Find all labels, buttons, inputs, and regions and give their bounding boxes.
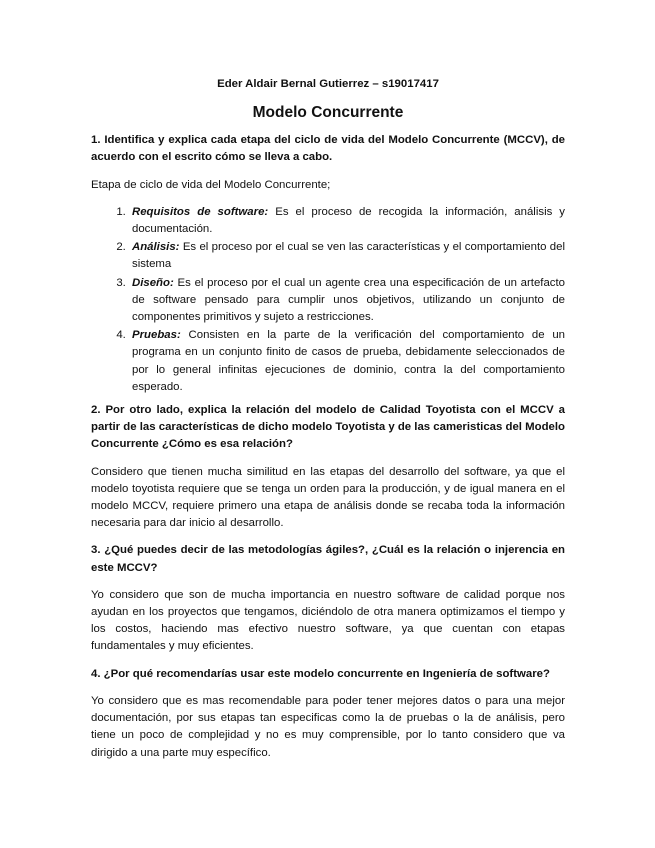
answer-2: Considero que tienen mucha similitud en las etapas del desarrollo del software, ya que el modelo toyotista requiere que se tenga un orden para la producción, y de igual manera en el modelo MCCV, requiere primero una etapa de análisis donde se recaba toda la información necesaria para dar inicio al desarrollo. (91, 465, 565, 530)
stage-term: Análisis: (132, 241, 180, 254)
stages-intro: Etapa de ciclo de vida del Modelo Concurrente; (91, 178, 331, 191)
stage-term: Requisitos de software: (132, 205, 269, 218)
section-1 (91, 132, 565, 396)
question-3: 3. ¿Qué puedes decir de las metodologías ágiles?, ¿Cuál es la relación o injerencia en este MCCV? (91, 544, 565, 574)
question-2: 2. Por otro lado, explica la relación del modelo de Calidad Toyotista con el MCCV a partir de las características de dicho modelo Toyotista y de las cameristicas del Modelo Concurrente ¿Cómo es esa relación? (91, 404, 565, 451)
stage-item (129, 239, 565, 273)
answer-3: Yo considero que son de mucha importancia en nuestro software de calidad porque nos ayudan en los proyectos que tengamos, diciéndolo de otra manera optimizamos el tiempo y los costos, haciendo mas efectivo nuestro software, ya que cuentan con etapas fundamentales y muy eficientes. (91, 588, 565, 653)
stage-term: Pruebas: (132, 329, 181, 342)
document-title: Modelo Concurrente (252, 104, 404, 122)
stage-item (129, 275, 565, 327)
question-1: 1. Identifica y explica cada etapa del ciclo de vida del Modelo Concurrente (MCCV), de acuerdo con el escrito cómo se lleva a cabo. (91, 134, 565, 164)
stage-item (129, 204, 565, 238)
stage-item (129, 327, 565, 396)
stage-text: Es el proceso por el cual un agente crea una especificación de un artefacto de software pensado para cumplir unos objetivos, utilizando un conjunto de componentes primitivos y sujeto a restricciones. (132, 276, 565, 324)
stage-text: Consisten en la parte de la verificación del comportamiento de un programa en un conjunto finito de casos de prueba, debidamente seleccionados de por lo general infinitas ejecuciones de dominio, contra la del comportamiento esperado. (132, 329, 565, 393)
answer-4: Yo considero que es mas recomendable para poder tener mejores datos o para una mejor documentación, por sus etapas tan especificas como la de pruebas o la de análisis, pero tiene un poco de complejidad y no es muy comprensible, por lo tanto considero que va dirigido a una parte muy específico. (91, 694, 565, 759)
section-2 (91, 402, 565, 532)
section-4 (91, 666, 565, 762)
question-4: 4. ¿Por qué recomendarías usar este modelo concurrente en Ingeniería de software? (91, 667, 550, 680)
author-line: Eder Aldair Bernal Gutierrez – s19017417 (217, 78, 439, 90)
stages-list (91, 204, 565, 396)
stage-term: Diseño: (132, 276, 174, 289)
section-3 (91, 542, 565, 655)
stage-text: Es el proceso por el cual se ven las características y el comportamiento del sistema (132, 241, 565, 271)
stage-text: Es el proceso de recogida la información, análisis y documentación. (132, 205, 566, 236)
